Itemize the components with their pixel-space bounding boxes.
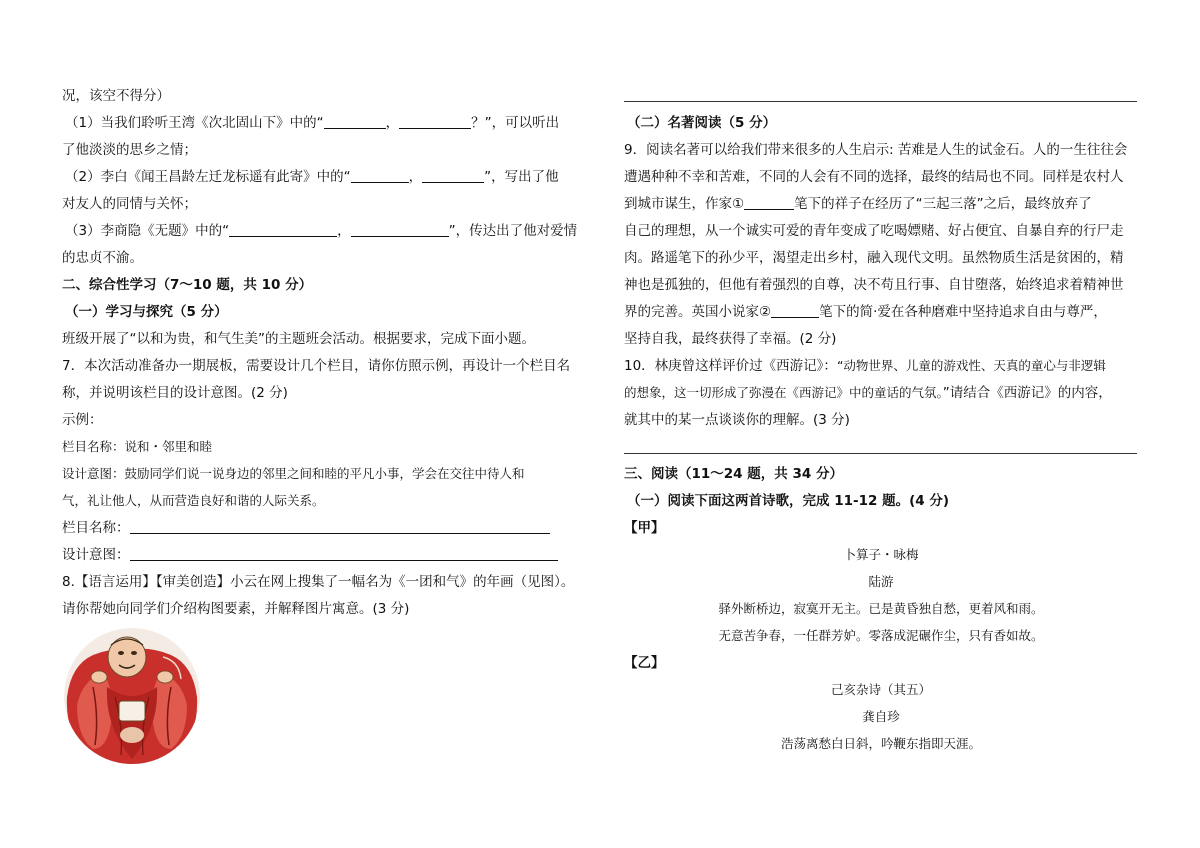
question-9-line: [624, 195, 1092, 213]
quote-text: “动物世界、儿童的游戏性、天真的童心与非逻辑: [836, 358, 1106, 373]
section-heading: 二、综合性学习（7～10 题，共 10 分）: [62, 277, 313, 293]
question-10-line: 就其中的某一点谈谈你的理解。(3 分): [624, 412, 850, 428]
subsection-heading: （一）阅读下面这两首诗歌，完成 11-12 题。(4 分): [627, 493, 950, 509]
field-label: 栏目名称：: [62, 520, 130, 536]
question-9-line: [624, 330, 836, 348]
design-intent-answer-line[interactable]: [130, 546, 558, 561]
question-7-line: 称，并说明该栏目的设计意图。(2 分): [62, 385, 288, 401]
question-3: [65, 222, 577, 240]
text-line: 的忠贞不渝。: [62, 250, 143, 266]
poem-2-title: 己亥杂诗（其五）: [830, 682, 931, 697]
question-text: 笔下的祥子在经历了“三起三落”之后，最终放弃了: [794, 196, 1092, 212]
text-line: 况，该空不得分）: [62, 88, 170, 104]
column-name-row: [62, 519, 550, 537]
answer-blank[interactable]: [351, 169, 409, 183]
question-10-line: [624, 384, 1112, 402]
question-text: ，: [385, 115, 400, 131]
question-9-line: 肉。路遥笔下的孙少平，渴望走出乡村，融入现代文明。虽然物质生活是贫困的，精: [624, 250, 1124, 266]
poem-1-title: 卜算子・咏梅: [843, 547, 919, 562]
question-text: 10．林庚曾这样评价过《西游记》：: [624, 358, 837, 374]
poem-1-line: 无意苦争春，一任群芳妒。零落成泥碾作尘，只有香如故。: [718, 628, 1044, 643]
answer-blank-1[interactable]: [744, 196, 794, 210]
column-name-answer-line[interactable]: [130, 519, 550, 534]
subsection-heading: （二）名著阅读（5 分）: [627, 115, 777, 131]
question-text: ”请结合《西游记》的内容，: [942, 385, 1112, 401]
question-text: 笔下的简·爱在各种磨难中坚持追求自由与尊严，: [819, 304, 1107, 320]
quote-text: 的想象，这一切形成了弥漫在《西游记》中的童话的气氛。: [624, 385, 943, 400]
question-text: ，: [408, 169, 423, 185]
text-line: 班级开展了“以和为贵，和气生美”的主题班会活动。根据要求，完成下面小题。: [62, 331, 535, 347]
question-1: [65, 114, 559, 132]
question-text: 到城市谋生，作家①: [624, 196, 745, 212]
question-text: ，: [337, 223, 351, 239]
question-text: （2）李白《闻王昌龄左迁龙标遥有此寄》中的“: [65, 169, 351, 185]
question-9-line: [624, 303, 1107, 321]
question-9-line: 9．阅读名著可以给我们带来很多的人生启示: 苦难是人生的试金石。人的一生往往会: [624, 142, 1128, 158]
design-intent-row: [62, 546, 558, 564]
poem-1-line: 驿外断桥边，寂寞开无主。已是黄昏独自愁，更着风和雨。: [718, 601, 1044, 616]
divider: [624, 453, 1137, 454]
question-text: ”，写出了他: [484, 169, 559, 185]
question-text: （1）当我们聆听王湾《次北固山下》中的“: [65, 115, 324, 131]
answer-blank[interactable]: [399, 115, 471, 129]
section-heading: 三、阅读（11～24 题，共 34 分）: [624, 466, 843, 482]
new-year-painting-image: [63, 627, 201, 765]
example-label: 示例：: [62, 412, 103, 428]
example-name: 栏目名称：说和・邻里和睦: [62, 439, 213, 454]
example-intent: 设计意图：鼓励同学们说一说身边的邻里之间和睦的平凡小事，学会在交往中待人和: [62, 466, 525, 481]
question-7-line: 7．本次活动准备办一期展板，需要设计几个栏目，请你仿照示例，再设计一个栏目名: [62, 358, 571, 374]
question-2: [65, 168, 559, 186]
question-text: （3）李商隐《无题》中的“: [65, 223, 230, 239]
poem-label-yi: 【乙】: [624, 655, 665, 671]
answer-blank[interactable]: [229, 223, 337, 237]
answer-blank[interactable]: [422, 169, 484, 183]
question-text: ？”，可以听出: [471, 115, 560, 131]
field-label: 设计意图：: [62, 547, 130, 563]
poem-label-jia: 【甲】: [624, 520, 665, 536]
text-line: 了他淡淡的思乡之情；: [62, 142, 197, 158]
answer-blank[interactable]: [351, 223, 449, 237]
poem-2-author: 龚自珍: [862, 709, 900, 724]
text-line: 对友人的同情与关怀；: [62, 196, 197, 212]
question-9-line: 神也是孤独的，但他有着强烈的自尊，决不苟且行事、自甘堕落，始终追求着精神世: [624, 277, 1124, 293]
question-8-line: 请你帮她向同学们介绍构图要素，并解释图片寓意。(3 分): [62, 601, 410, 617]
poem-1-author: 陆游: [868, 574, 894, 589]
question-8-line: 8.【语言运用】【审美创造】小云在网上搜集了一幅名为《一团和气》的年画（见图）。: [62, 574, 575, 590]
question-9-line: 遭遇种种不幸和苦难，不同的人会有不同的选择，最终的结局也不同。同样是农村人: [624, 169, 1124, 185]
question-9-line: 自己的理想，从一个诚实可爱的青年变成了吃喝嫖赌、好占便宜、自暴自弃的行尸走: [624, 223, 1124, 239]
divider: [624, 101, 1137, 102]
example-intent: 气，礼让他人，从而营造良好和谐的人际关系。: [62, 493, 325, 508]
question-text: ”，传达出了他对爱情: [448, 223, 578, 239]
question-text: 界的完善。英国小说家②: [624, 304, 772, 320]
subsection-heading: （一）学习与探究（5 分）: [65, 304, 228, 320]
score-note: (2 分): [799, 331, 837, 347]
question-10-line: [624, 357, 1106, 375]
answer-blank-2[interactable]: [771, 304, 819, 318]
answer-blank[interactable]: [324, 115, 386, 129]
question-text: 坚持自我，最终获得了幸福。: [624, 331, 800, 347]
poem-2-line: 浩荡离愁白日斜，吟鞭东指即天涯。: [780, 736, 981, 751]
